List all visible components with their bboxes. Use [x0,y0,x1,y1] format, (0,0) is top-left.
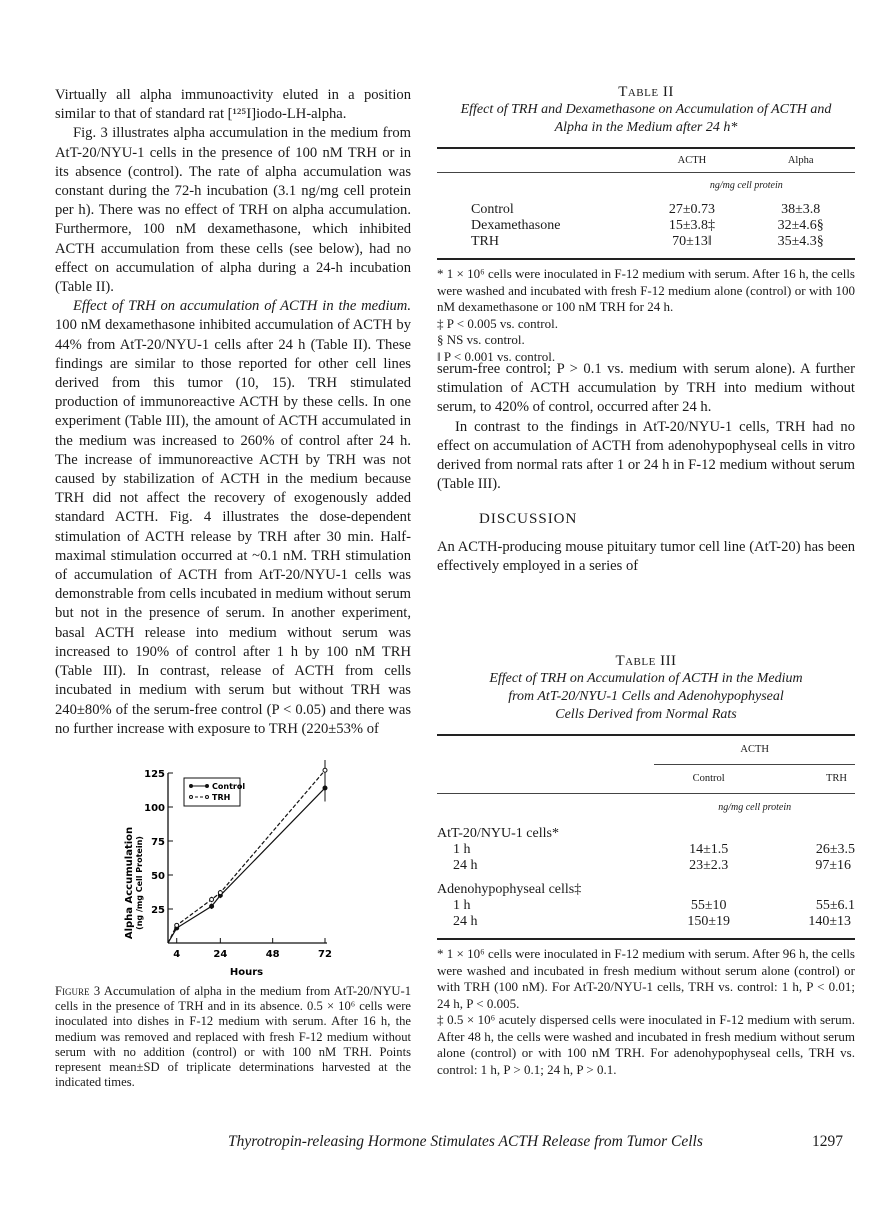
legend-marker [206,785,209,788]
legend-marker [206,796,209,799]
y-tick-label: 100 [144,803,165,814]
x-axis-label: Hours [229,967,264,978]
legend-label: TRH [212,793,231,802]
column-header: ACTH [677,155,707,166]
column-header: Control [692,773,725,784]
y-tick-label: 50 [151,871,165,882]
table-header [437,736,855,793]
paragraph: Virtually all alpha immunoactivity eluted in a position similar to that of standard rat [¹²⁵I]iodo-LH-alpha. [55,87,411,123]
figure-3-chart [110,760,350,980]
cell: 97±16 [815,858,851,873]
table-2 [437,84,855,365]
legend-marker [190,785,193,788]
x-tick-label: 24 [213,949,228,960]
cell: 23±2.3 [689,858,729,873]
data-point [323,786,327,790]
table-title: Table III [615,653,677,669]
cell: 14±1.5 [689,842,729,857]
group-header: ACTH [654,736,855,765]
column-header: TRH [826,773,847,784]
table-3 [437,653,855,1078]
cell: 32±4.6§ [777,218,824,233]
cell: 140±13 [808,914,851,929]
table-row [437,842,855,858]
table-row [437,898,855,914]
legend-label: Control [212,782,246,791]
section-text: 100 nM dexamethasone inhibited accumulation of ACTH by 44% from AtT-20/NYU-1 cells after 24 h (Table II). These findings are similar to those reported for other cell lines derived from this tumor (10, 15). TRH stimulated production of immunoreactive ACTH by these cells. In one experiment (Table III), the amount of ACTH accumulated in the medium was increased to 260% of control after 24 h. The increase of immunoreactive ACTH by TRH was not caused by stabilization of ACTH in the medium because TRH did not affect the recovery of exogenously added standard ACTH. Fig. 4 illustrates the dose-dependent stimulation of ACTH release by TRH after 30 min. Half-maximal stimulation occurred at ~0.1 nM. TRH stimulation of accumulation of ACTH from AtT-20/NYU-1 cells was demonstrable from cells incubated in medium without serum but not in the presence of serum. In another experiment, basal ACTH release into medium without serum was increased to 190% of control after 1 h by 100 nM TRH (Table III). In contrast, release of ACTH from cells incubated in medium with serum but without TRH was 240±80% of the serum-free control (P < 0.05) and there was no further increase with exposure to TRH (220±53% of [55,317,411,737]
table-note: ‡ P < 0.005 vs. control. [437,315,558,331]
paragraph: Fig. 3 illustrates alpha accumulation in the medium from AtT-20/NYU-1 cells in the presence of 100 nM TRH or in its absence (control). The rate of alpha accumulation was constant during the 72-h incubation (3.1 ng/mg cell protein per h). There was no effect of TRH on alpha accumulation. Furthermore, 100 nM dexamethasone, which inhibited ACTH accumulation from these cells (see below), had no effect on accumulation of alpha during a 24-h incubation (Table II). [55,125,411,296]
left-column-text [55,86,411,739]
cell: 55±6.1 [815,898,855,913]
cell: 15±3.8‡ [668,218,716,233]
running-title: Thyrotropin-releasing Hormone Stimulates ACTH Release from Tumor Cells [228,1133,703,1150]
row-label: 1 h [453,898,471,913]
figure-3-caption [55,984,411,1090]
y-tick-label: 75 [151,837,165,848]
caption-label: Figure 3 [55,984,101,998]
row-label: TRH [471,234,499,249]
data-point [210,897,214,901]
table-note: ‡ 0.5 × 10⁶ acutely dispersed cells were inoculated in F-12 medium with serum. After 48 h, the cells were washed and incubated in fresh medium without serum alone (control) or with 100 nM TRH. For adenohypophyseal cells, TRH vs. control: 1 h, P > 0.1; 24 h, P > 0.1. [437,1012,855,1077]
table-row [437,914,855,938]
paragraph [55,297,411,739]
series-line-control [168,788,325,943]
unit-label: ng/mg cell protein [709,180,783,191]
paragraph: serum-free control; P > 0.1 vs. medium with serum alone). A further stimulation of ACTH accumulation by TRH into medium without serum, to 420% of control, occurred after 24 h. [437,361,855,416]
data-point [175,923,179,927]
column-header: Alpha [787,155,814,166]
table-subtitle-line: from AtT-20/NYU-1 Cells and Adenohypophyseal [508,689,784,704]
cell: 26±3.5 [815,842,855,857]
table-subtitle: Effect of TRH and Dexamethasone on Accumulation of ACTH and Alpha in the Medium after 24 h* [460,102,832,135]
section-heading: Effect of TRH on accumulation of ACTH in the medium. [73,298,411,315]
x-tick-label: 4 [173,949,181,960]
row-label: 24 h [453,914,478,929]
paragraph: In contrast to the findings in AtT-20/NYU-1 cells, TRH had no effect on accumulation of ACTH from adenohypophyseal cells in vitro derived from normal rats after 1 or 24 h in F-12 medium without serum (Table III). [437,418,855,493]
table-note: § NS vs. control. [437,332,525,347]
table-note: * 1 × 10⁶ cells were inoculated in F-12 medium with serum. After 96 h, the cells were washed and incubated in fresh medium without serum alone (control) or with TRH (100 nM). For AtT-20/NYU-1 cells, TRH vs. control: 1 h, P < 0.01; 24 h, P < 0.005. [437,946,855,1011]
row-label: 24 h [453,858,478,873]
page-number: 1297 [812,1133,843,1150]
table-notes [437,266,855,365]
cell: 70±13‖ [672,234,712,249]
cell: 27±0.73 [668,202,716,217]
x-tick-label: 72 [318,949,332,960]
table-row [437,858,855,882]
table-row [437,218,855,234]
row-label: Dexamethasone [471,218,561,233]
data-point [210,904,214,908]
discussion-heading: DISCUSSION [479,511,578,528]
y-tick-label: 125 [144,769,165,780]
cell: 35±4.3§ [777,234,824,249]
caption-text: Accumulation of alpha in the medium from AtT-20/NYU-1 cells in the presence of TRH and in its absence. 0.5 × 10⁶ cells were inoculated into dishes in F-12 medium with serum. After 16 h, the medium was removed and replaced with fresh F-12 medium without serum with no addition (control) or with 100 nM TRH. Points represent mean±SD of triplicate determinations harvested at the indicated times. [55,984,411,1090]
cell: 55±10 [690,898,727,913]
row-label: Control [471,202,514,217]
data-point [323,768,327,772]
paragraph: An ACTH-producing mouse pituitary tumor cell line (AtT-20) has been effectively employed in a series of [437,538,855,574]
y-axis-label: Alpha Accumulation [124,826,135,940]
data-point [218,891,222,895]
right-column-text [437,360,855,576]
cell: 150±19 [687,914,731,929]
line-chart [110,760,350,980]
table-row [437,202,855,218]
y-tick-label: 25 [151,905,165,916]
table-row [437,234,855,258]
table-header [437,153,855,169]
table-notes [437,946,855,1078]
table-subtitle-line: Cells Derived from Normal Rats [555,707,737,722]
table-subtitle-line: Effect of TRH on Accumulation of ACTH in the Medium [489,671,803,686]
unit-label: ng/mg cell protein [718,802,792,813]
table-note: * 1 × 10⁶ cells were inoculated in F-12 medium with serum. After 16 h, the cells were washed and incubated with fresh F-12 medium alone (control) or with 100 nM dexamethasone or 100 nM TRH for 24 h. [437,266,855,314]
cell: 38±3.8 [781,202,821,217]
x-tick-label: 48 [265,949,280,960]
group-label: Adenohypophyseal cells‡ [437,882,582,897]
legend-marker [190,796,193,799]
table-note: ‖ P < 0.001 vs. control. [437,348,556,364]
group-label: AtT-20/NYU-1 cells* [437,826,559,841]
row-label: 1 h [453,842,471,857]
y-axis-label-units: (ng /mg Cell Protein) [135,836,144,930]
table-title: Table II [618,84,674,100]
